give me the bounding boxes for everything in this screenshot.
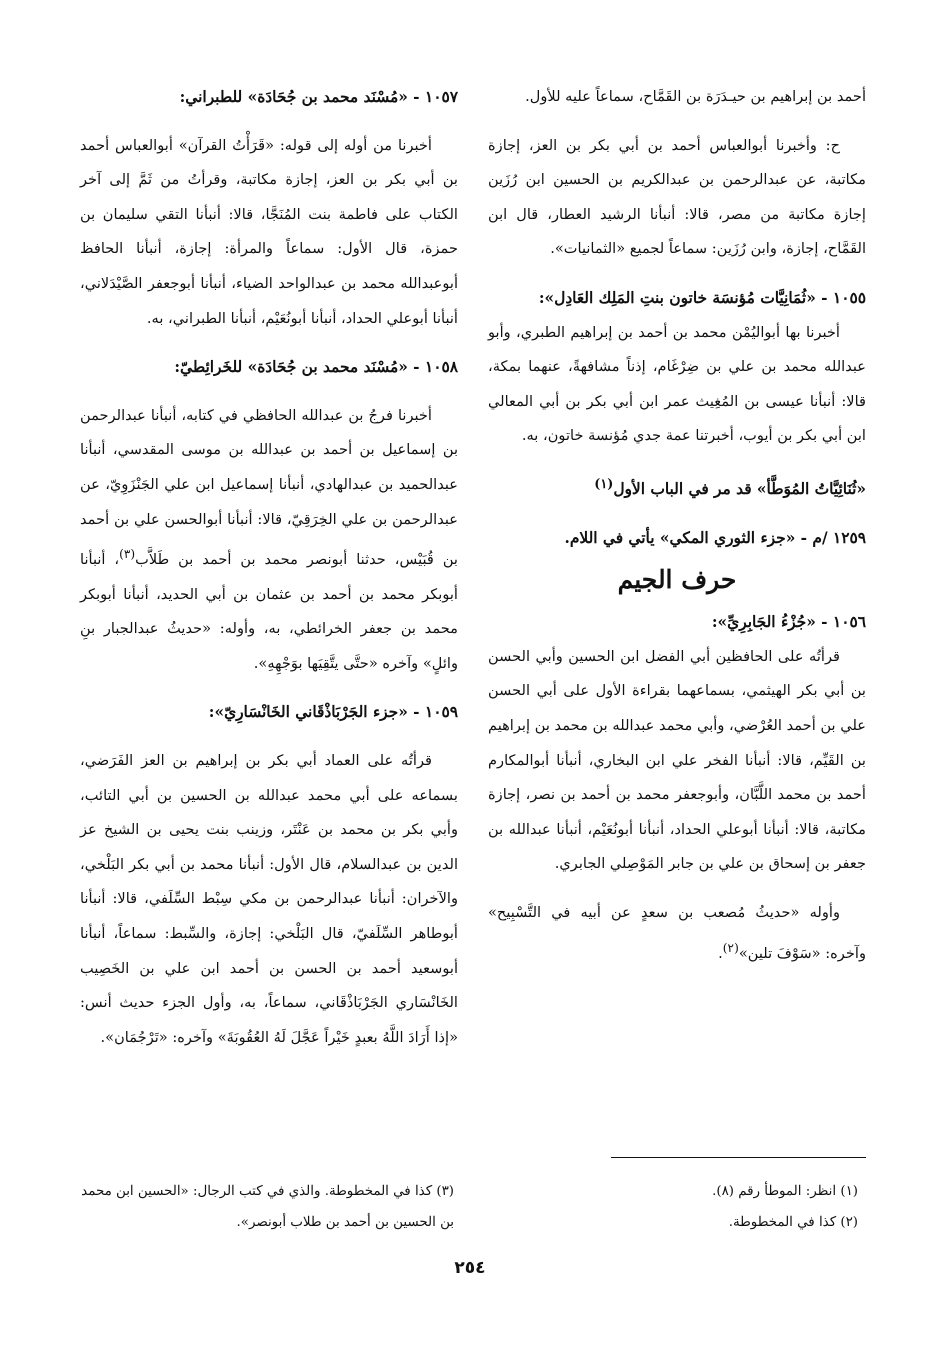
footnotes-left: [70, 1176, 454, 1238]
paragraph-entry-1059: قرأتُه على العماد أبي بكر بن إبراهيم بن العز الفَرَضي، بسماعه على أبي محمد عبدالله بن الحسين بن أبي التائب، وأبي بكر بن محمد بن عَنْتَر، وزينب بنت يحيى بن الشيخ عز الدين بن عبدالسلام، قال الأول: أنبأنا محمد بن أبي بكر البَلْخي، والآخران: أنبأنا عبدالرحمن بن مكي سِبْط السِّلَفي، قالا: أنبأنا أبوطاهر السِّلَفيّ، قال البَلْخي: إجازة، والسِّبط: سماعاً، أنبأنا أبوسعيد أحمد بن الحسن بن أحمد ابن علي بن الخَصِيب الخَانْسَاري الجَرْبَاذْقَاني، سماعاً، به، وأول الجزء حديث أنس: «إذا أَرَادَ اللَّهُ بعبدٍ خَيْراً عَجَّلَ لَهُ العُقُوبَةَ» وآخره: «تَرْجُمَان».: [80, 751, 458, 1046]
paragraph-entry-1056-content: وأوله «حديثُ مُصعب بن سعدٍ عن أبيه في التَّسْبِيح» وآخره: «سَوْفَ تلين»$^{(٢)}$.: [488, 904, 866, 962]
footnote-1: (١) انظر: الموطأ رقم (٨).: [712, 1184, 858, 1199]
footnote-ref-2: (٢): [722, 940, 739, 955]
paragraph-isnad-thamaniyat: ح: وأخبرنا أبوالعباس أحمد بن أبي بكر بن العز، إجازة مكاتبة، عن عبدالرحمن بن عبدالكريم بن الحسين ابن رُزَين إجازة مكاتبة من مصر، قالا: أنبأنا الرشيد العطار، قال ابن القَمَّاح، إجازة، وابن رُزَين: سماعاً لجميع «الثمانيات».: [488, 136, 866, 258]
entry-heading-1058: ١٠٥٨ - «مُسْنَد محمد بن جُحَادَة» للخَرائِطيّ:: [174, 358, 458, 377]
paragraph-entry-1055: أخبرنا بها أبواليُمْن محمد بن أحمد بن إبراهيم الطبري، وأبو عبدالله محمد بن علي بن ضِرْغَام، إذناً مشافهةً، عنهما بمكة، قالا: أنبأنا عيسى بن المُغِيث عمر ابن أبي بكر بن أبي المعالي ابن أبي بكر بن أيوب، أخبرتنا عمة جدي مُؤنسة خاتون، به.: [488, 323, 866, 445]
paragraph-isnad-qammah: أحمد بن إبراهيم بن حيـدَرَة بن القَمَّاح، سماعاً عليه للأول.: [525, 88, 866, 105]
entry-heading-1057: ١٠٥٧ - «مُسْنَد محمد بن جُحَادَة» للطبراني:: [179, 88, 458, 106]
section-title: حرف الجيم: [617, 565, 737, 595]
page-number: ٢٥٤: [454, 1258, 486, 1278]
footnote-separator: [611, 1157, 866, 1158]
entry-heading-1055: ١٠٥٥ - «ثُمَانِيَّات مُؤنسَة خاتون بنتِ المَلِك العَادِل»:: [538, 288, 866, 307]
footnote-3: (٣) كذا في المخطوطة. والذي في كتب الرجال: «الحسين ابن محمد بن الحسين بن أحمد بن طلاب أبونصر».: [81, 1184, 454, 1230]
entry-heading-1056: ١٠٥٦ - «جُزْءُ الجَابِرِيِّ»:: [711, 613, 866, 632]
footnote-ref-3: (٣): [119, 547, 136, 562]
left-column: [80, 80, 458, 1055]
right-column: [488, 80, 866, 971]
entry-heading-1259: ١٢٥٩ /م - «جزء الثوري المكي» يأتي في اللام.: [564, 528, 866, 547]
paragraph-entry-1056: قرأتُه على الحافظين أبي الفضل ابن الحسين وأبي الحسن بن أبي بكر الهيثمي، بسماعهما بقراءة الأول على أبي الحسن علي بن أحمد العُرْضي، وأبي محمد عبدالله بن محمد بن إبراهيم بن القَيِّم، قالا: أنبأنا الفخر علي ابن البخاري، أنبأنا أبوالمكارم أحمد بن محمد اللَّبَّان، وأبوجعفر محمد بن أحمد بن نصر، إجازة مكاتبة، قالا: أنبأنا أبوعلي الحداد، أنبأنا أبونُعَيْم، أنبأنا عبدالله بن جعفر بن إسحاق بن علي بن جابر المَوْصِلي الجابري.: [488, 647, 866, 873]
paragraph-entry-1058: أخبرنا فرجُ بن عبدالله الحافظي في كتابه، أنبأنا عبدالرحمن بن إسماعيل بن أحمد بن عبدالله بن موسى المقدسي، أنبأنا عبدالحميد بن عبدالهادي، أنبأنا إسماعيل ابن علي الجَنْزَوِيّ، عن عبدالرحمن بن علي الخِرَقِيّ، قالا: أنبأنا أبوالحسن علي بن أحمد بن قُبَيْس، حدثنا أبونصر محمد بن أحمد بن طَلاَّب$^{(٣)}$، أنبأنا أبوبكر محمد بن أحمد بن عثمان بن أبي الحديد، أنبأنا أبوبكر محمد بن جعفر الخرائطي، به، وأوله: «حديثُ عبدالجبار بنِ وائلٍ» وآخره «حتَّى يتَّقِيَها بوَجْهِهِ».: [80, 406, 458, 672]
footnote-2: (٢) كذا في المخطوطة.: [728, 1215, 858, 1230]
entry-heading-thunaiyat: «ثُنَائِيَّاتُ المُوَطَّأ» قد مر في الباب الأول$^{(١)}$: [594, 476, 866, 499]
footnotes-right: [488, 1176, 858, 1238]
paragraph-entry-1057: أخبرنا من أوله إلى قوله: «قَرَأْتُ القرآن» أبوالعباس أحمد بن أبي بكر بن العز، إجازة مكاتبة، وقرأتُ من ثَمَّ إلى آخر الكتاب على فاطمة بنت المُنَجَّا، قالا: أنبأنا التقي سليمان بن حمزة، قال الأول: سماعاً والمرأة: إجازة، أنبأنا الحافظ أبوعبدالله محمد بن عبدالواحد الضياء، أنبأنا أبوجعفر الصَّيْدَلاني، أنبأنا أبوعلي الحداد، أنبأنا أبونُعَيْم، أنبأنا الطبراني، به.: [80, 136, 458, 327]
footnote-ref-1: (١): [594, 476, 614, 492]
entry-heading-1059: ١٠٥٩ - «جزء الجَرْبَاذْقَاني الخَانْسَارِيّ»:: [208, 703, 458, 722]
